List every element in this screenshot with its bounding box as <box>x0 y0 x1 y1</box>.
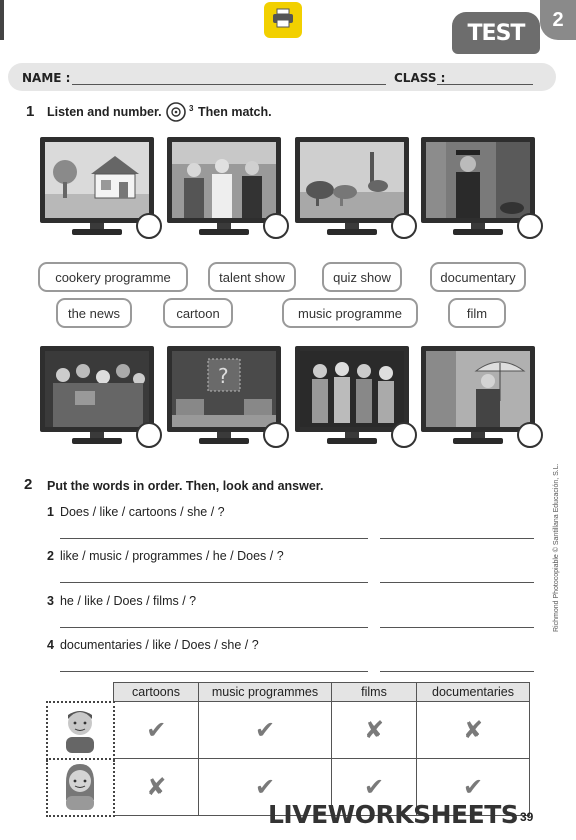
word-pill[interactable]: the news <box>56 298 132 328</box>
print-button[interactable] <box>264 2 302 38</box>
music-programme-scene <box>300 351 404 427</box>
liveworksheets-logo[interactable]: LIVEWORKSHEETS <box>268 800 519 829</box>
word-pill[interactable]: documentary <box>430 262 526 292</box>
news-reporter-scene <box>426 351 530 427</box>
talent-show-scene <box>45 351 149 427</box>
svg-text:?: ? <box>218 364 229 388</box>
tv-bottom-3 <box>295 346 409 448</box>
number-circle[interactable] <box>263 422 289 448</box>
page-edge <box>0 0 4 40</box>
exercise1-instruction-a: Listen and number. <box>47 105 162 119</box>
number-circle[interactable] <box>391 213 417 239</box>
answer-line-answer[interactable] <box>380 582 534 583</box>
answer-line-question[interactable] <box>60 538 368 539</box>
corner-cell <box>47 683 114 702</box>
table-row-boy <box>47 702 530 759</box>
ex2-item-1: 1 Does / like / cartoons / she / ? <box>47 505 225 519</box>
col-header-documentaries: documentaries <box>417 683 530 702</box>
number-circle[interactable] <box>263 213 289 239</box>
tv-top-2 <box>167 137 281 239</box>
mark-cell: ✔ <box>199 759 332 816</box>
tv-bottom-4 <box>421 346 535 448</box>
col-header-cartoons: cartoons <box>114 683 199 702</box>
exercise1-number: 1 <box>26 103 35 120</box>
number-circle[interactable] <box>391 422 417 448</box>
tv-top-3 <box>295 137 409 239</box>
answer-line-question[interactable] <box>60 582 368 583</box>
girl-avatar <box>47 759 114 816</box>
exercise2-instruction: Put the words in order. Then, look and answer. <box>47 479 324 493</box>
word-pill[interactable]: talent show <box>208 262 296 292</box>
ex2-item-4: 4 documentaries / like / Does / she / ? <box>47 638 259 652</box>
mark-cell: ✔ <box>417 759 530 816</box>
track-number: 3 <box>189 104 194 113</box>
word-pill[interactable]: cartoon <box>163 298 233 328</box>
mark-cell: ✔ <box>332 759 417 816</box>
number-circle[interactable] <box>517 213 543 239</box>
word-pill[interactable]: cookery programme <box>38 262 188 292</box>
page-number: 39 <box>520 810 534 824</box>
col-header-music-programmes: music programmes <box>199 683 332 702</box>
word-pill[interactable]: music programme <box>282 298 418 328</box>
number-circle[interactable] <box>517 422 543 448</box>
class-label: CLASS : <box>394 71 446 85</box>
mark-cell: ✘ <box>114 759 199 816</box>
tv-bottom-2 <box>167 346 281 448</box>
exercise2-number: 2 <box>24 476 33 493</box>
tv-bottom-1 <box>40 346 154 448</box>
name-class-bar <box>8 63 556 91</box>
answer-line-question[interactable] <box>60 671 368 672</box>
number-circle[interactable] <box>136 422 162 448</box>
audio-cd-icon[interactable] <box>166 102 186 122</box>
col-header-films: films <box>332 683 417 702</box>
answer-line-answer[interactable] <box>380 627 534 628</box>
mark-cell: ✘ <box>417 702 530 759</box>
mark-cell: ✘ <box>332 702 417 759</box>
class-field[interactable] <box>437 84 533 85</box>
word-pill[interactable]: quiz show <box>322 262 402 292</box>
ex2-item-2: 2 like / music / programmes / he / Does / ? <box>47 549 284 563</box>
cartoon-house-scene <box>45 142 149 218</box>
mark-cell: ✔ <box>114 702 199 759</box>
chefs-scene <box>172 142 276 218</box>
number-circle[interactable] <box>136 213 162 239</box>
animals-scene <box>300 142 404 218</box>
mark-cell: ✔ <box>199 702 332 759</box>
name-field[interactable] <box>72 84 386 85</box>
copyright-text: Richmond Photocopiable © Santillana Educación, S.L. <box>553 463 560 632</box>
film-scene <box>426 142 530 218</box>
preferences-table <box>46 682 530 817</box>
tv-top-1 <box>40 137 154 239</box>
name-label: NAME : <box>22 71 71 85</box>
unit-number-badge: 2 <box>540 0 576 40</box>
word-pill[interactable]: film <box>448 298 506 328</box>
answer-line-answer[interactable] <box>380 671 534 672</box>
answer-line-answer[interactable] <box>380 538 534 539</box>
printer-icon <box>272 8 294 33</box>
tv-top-4 <box>421 137 535 239</box>
ex2-item-3: 3 he / like / Does / films / ? <box>47 594 197 608</box>
boy-avatar <box>47 702 114 759</box>
answer-line-question[interactable] <box>60 627 368 628</box>
test-tab: TEST <box>452 12 540 54</box>
quiz-show-scene <box>172 351 276 427</box>
exercise1-instruction-b: Then match. <box>198 105 272 119</box>
